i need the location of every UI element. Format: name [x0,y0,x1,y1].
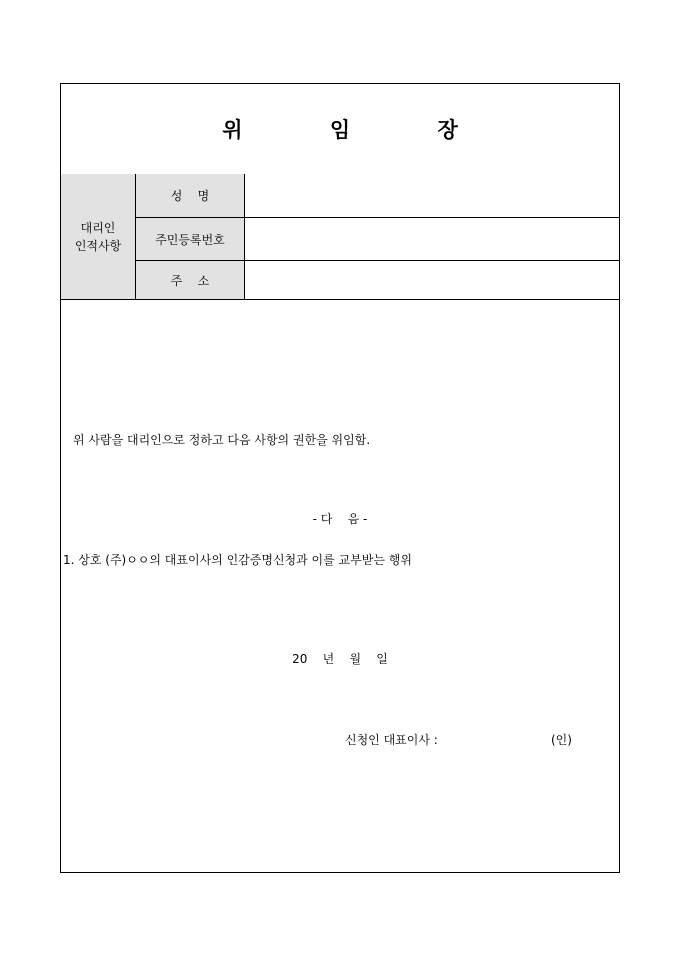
date-line: 20 년 월 일 [292,652,388,666]
resident-number-field[interactable] [245,218,619,260]
delegation-statement: 위 사람을 대리인으로 정하고 다음 사항의 권한을 위임함. [73,433,371,447]
agent-group-label-line2: 인적사항 [74,238,122,253]
power-of-attorney-form [60,83,620,873]
address-field[interactable] [245,261,619,299]
resident-number-row [136,218,619,261]
name-row [136,174,619,218]
address-row [136,261,619,299]
seal-mark: (인) [551,733,572,747]
applicant-label: 신청인 대표이사 : [345,733,438,747]
delegated-item-1: 1. 상호 (주)ㅇㅇ의 대표이사의 인감증명신청과 이를 교부받는 행위 [63,553,412,567]
resident-number-label: 주민등록번호 [136,218,245,260]
name-field[interactable] [245,174,619,217]
name-label: 성 명 [136,174,245,217]
agent-group-label [61,174,136,299]
title-row [61,84,619,175]
following-heading: - 다 음 - [312,512,368,526]
agent-info-table [61,174,619,300]
document-title: 위 임 장 [222,117,498,142]
agent-group-label-line1: 대리인 [80,220,116,235]
address-label: 주 소 [136,261,245,299]
